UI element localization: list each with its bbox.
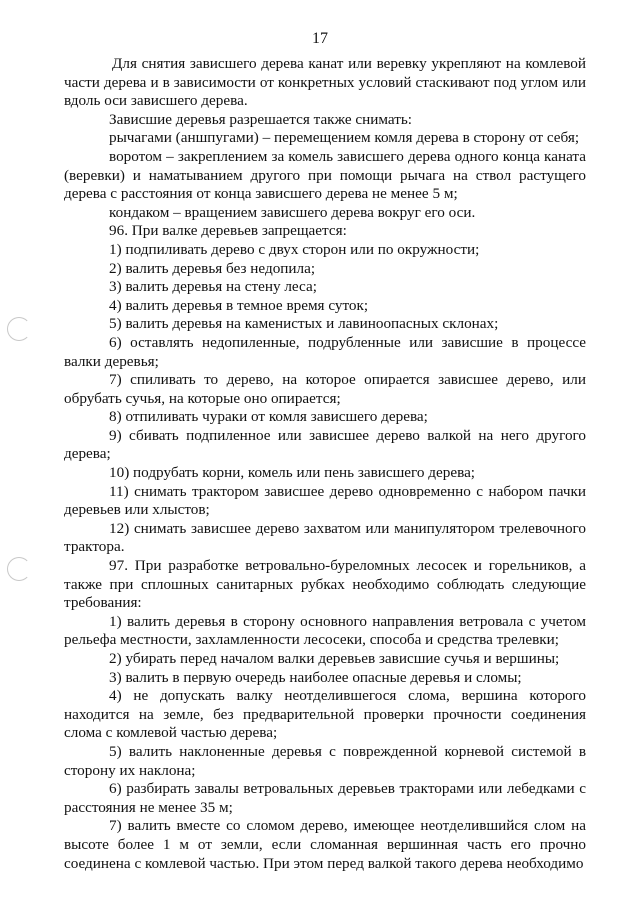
list-item: 4) не допускать валку неотделившегося слома, вершина которого находится на земле, без предварительной проверки прочности соединения слома с комлевой частью дерева; bbox=[64, 687, 586, 742]
paragraph: воротом – закреплением за комель зависшего дерева одного конца каната (веревки) и наматыванием другого при помощи рычага на ствол растущего дерева с расстояния от конца зависшего дерева не менее 5 м; bbox=[64, 147, 586, 203]
section-heading-97: 97. При разработке ветровально-буреломных лесосек и горельников, а также при сплошных санитарных рубках необходимо соблюдать следующие требования: bbox=[64, 557, 586, 612]
page-number: 17 bbox=[312, 30, 328, 47]
list-item: 7) спиливать то дерево, на которое опирается зависшее дерево, или обрубать сучья, на которые оно опирается; bbox=[64, 371, 586, 407]
punch-hole-mark bbox=[7, 557, 31, 581]
paragraph: Для снятия зависшего дерева канат или веревку укрепляют на комлевой части дерева и в зависимости от конкретных условий стаскивают под углом или вдоль оси зависшего дерева. bbox=[64, 55, 586, 110]
list-item: 1) подпиливать дерево с двух сторон или по окружности; bbox=[109, 240, 480, 258]
list-item: 10) подрубать корни, комель или пень зависшего дерева; bbox=[109, 464, 476, 482]
list-item: 9) сбивать подпиленное или зависшее дерево валкой на него другого дерева; bbox=[64, 426, 586, 463]
list-item: 2) убирать перед началом валки деревьев зависшие сучья и вершины; bbox=[109, 650, 560, 667]
list-item: 6) оставлять недопиленные, подрубленные или зависшие в процессе валки деревья; bbox=[64, 333, 586, 370]
document-body bbox=[64, 55, 586, 873]
paragraph: Зависшие деревья разрешается также снимать: bbox=[109, 110, 413, 128]
list-item: 3) валить в первую очередь наиболее опасные деревья и сломы; bbox=[109, 668, 522, 686]
list-item: 6) разбирать завалы ветровальных деревьев тракторами или лебедками с расстояния не менее 35 м; bbox=[64, 780, 586, 816]
paragraph: кондаком – вращением зависшего дерева вокруг его оси. bbox=[109, 203, 476, 221]
paragraph: рычагами (аншпугами) – перемещением комля дерева в сторону от себя; bbox=[109, 129, 580, 147]
list-item: 4) валить деревья в темное время суток; bbox=[109, 296, 369, 314]
list-item: 11) снимать трактором зависшее дерево одновременно с набором пачки деревьев или хлыстов; bbox=[64, 482, 586, 519]
list-item: 5) валить наклоненные деревья с поврежденной корневой системой в сторону их наклона; bbox=[64, 742, 586, 779]
list-item: 7) валить вместе со сломом дерево, имеющее неотделившийся слом на высоте более 1 м от земли, если сломанная вершинная часть его прочно соединена с комлевой частью. При этом перед валкой такого дерева необходимо bbox=[64, 817, 586, 872]
list-item: 2) валить деревья без недопила; bbox=[109, 259, 316, 277]
list-item: 3) валить деревья на стену леса; bbox=[109, 278, 317, 296]
list-item: 1) валить деревья в сторону основного направления ветровала с учетом рельефа местности, захламленности лесосеки, способа и средства трелевки; bbox=[64, 612, 586, 649]
list-item: 8) отпиливать чураки от комля зависшего дерева; bbox=[109, 408, 428, 426]
punch-hole-mark bbox=[7, 317, 31, 341]
list-item: 5) валить деревья на каменистых и лавиноопасных склонах; bbox=[109, 315, 499, 333]
list-item: 12) снимать зависшее дерево захватом или манипулятором трелевочного трактора. bbox=[64, 519, 586, 556]
section-heading-96: 96. При валке деревьев запрещается: bbox=[109, 222, 347, 240]
